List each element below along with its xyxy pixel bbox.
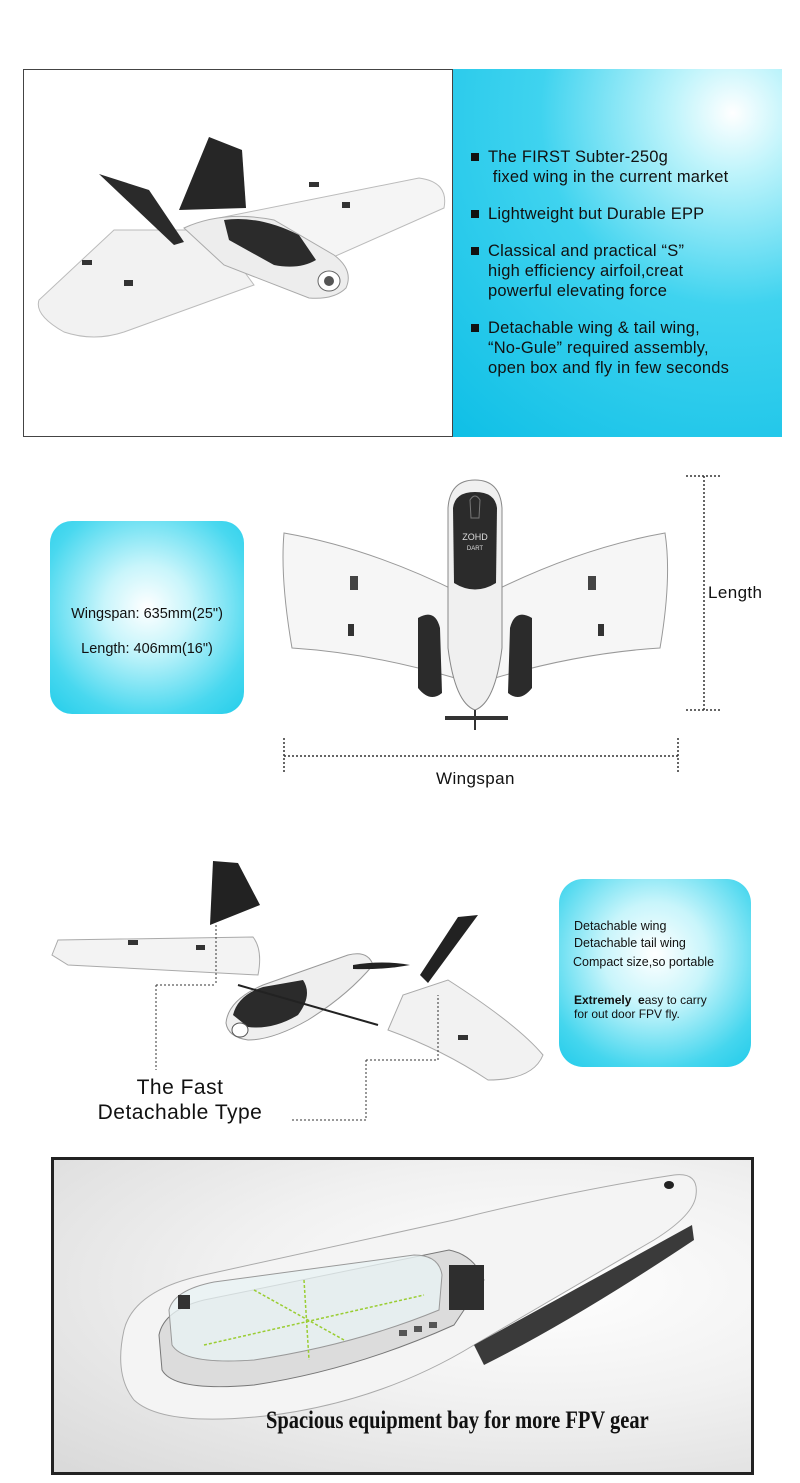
feature-text: Lightweight but Durable EPP [488,205,705,223]
carry-line2: for out door FPV fly. [574,1007,680,1021]
feature-text: “No-Gule” required assembly, [488,339,709,357]
feature-text: high efficiency airfoil,creat [488,262,684,280]
bay-caption: Spacious equipment bay for more FPV gear [266,1407,649,1434]
bullet-icon [471,210,479,218]
plane-top-view [280,478,680,738]
detachable-item: Detachable tail wing [574,936,686,950]
detachable-title [80,1075,280,1125]
feature-text: Classical and practical “S” [488,242,685,260]
plane-brand-logo: ZOHD [462,532,488,542]
feature-text: open box and fly in few seconds [488,359,730,377]
plane-hero-image [23,69,453,437]
feature-panel [453,69,782,437]
detachable-title-line: The Fast [136,1076,224,1099]
wingspan-label: Wingspan [436,769,515,788]
bullet-icon [471,324,479,332]
feature-text: fixed wing in the current market [488,168,729,186]
plane-hero-illustration [24,70,452,436]
feature-text: powerful elevating force [488,282,668,300]
carry-rest: asy to carry [644,993,707,1007]
feature-text: Detachable wing & tail wing, [488,319,700,337]
detachable-item: Compact size,so portable [573,955,715,969]
feature-banner [23,69,782,437]
feature-item [471,147,781,187]
carry-bold: Extremely e [574,993,645,1007]
bullet-icon [471,153,479,161]
carry-text [574,993,707,1007]
feature-text: The FIRST Subter-250g [488,148,668,166]
feature-item [471,318,781,378]
bullet-icon [471,247,479,255]
feature-item [471,204,781,224]
length-label: Length [708,583,763,602]
wingspan-spec: Wingspan: 635mm(25") [71,606,223,622]
detachable-box [559,879,751,1067]
spec-box [50,521,244,714]
length-spec: Length: 406mm(16") [81,641,213,657]
feature-list [471,147,781,395]
feature-item [471,241,781,301]
detachable-item: Detachable wing [574,919,667,933]
plane-model-logo: DART [466,546,484,552]
detachable-title-line: Detachable Type [97,1101,263,1124]
